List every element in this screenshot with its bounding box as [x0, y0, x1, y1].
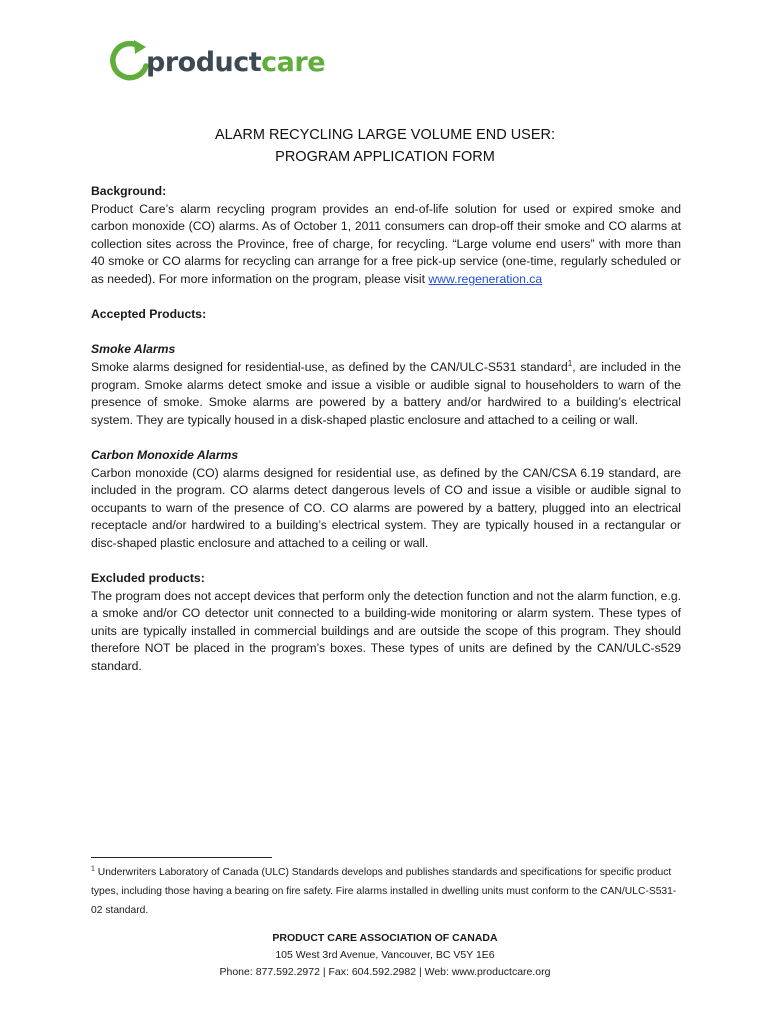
- accepted-products-heading: Accepted Products:: [91, 307, 207, 322]
- co-alarms-subheading: Carbon Monoxide Alarms: [91, 447, 239, 462]
- excluded-products-paragraph: The program does not accept devices that perform only the detection function and not the alarm function, e.g. a smoke and/or CO detector unit connected to a building-wide monitoring or alarm system. These types of units are typically installed in commercial buildings and are outside the scope of this program. They should therefore NOT be placed in the program’s boxes. These types of units are defined by the CAN/ULC-s529 standard.: [91, 588, 681, 674]
- document-body: [91, 183, 681, 676]
- smoke-alarms-subheading: Smoke Alarms: [91, 342, 176, 357]
- excluded-products-heading: Excluded products:: [91, 571, 205, 586]
- footnote: [91, 863, 681, 920]
- footer-contact: Phone: 877.592.2972 | Fax: 604.592.2982 | Web: www.productcare.org: [219, 966, 551, 978]
- smoke-text-after: , are included in the program. Smoke alarms detect smoke and issue a visible or audible signal to householders to warn of the presence of smoke. Smoke alarms are powered by a battery and/or hardwired to a building’s electrical system. They are typically housed in a disk-shaped plastic enclosure and attached to a ceiling or wall.: [91, 359, 681, 427]
- smoke-alarms-paragraph: [91, 359, 681, 429]
- footer-address: 105 West 3rd Avenue, Vancouver, BC V5Y 1E6: [275, 949, 495, 961]
- footnote-ref: 1: [567, 358, 573, 368]
- co-alarms-paragraph: Carbon monoxide (CO) alarms designed for residential use, as defined by the CAN/CSA 6.19 standard, are included in the program. CO alarms detect dangerous levels of CO and issue a visible or audible signal to occupants to warn of the presence of CO. CO alarms are powered by a battery, plugged into an electrical receptacle and/or hardwired to a building’s electrical system. They are typically housed in a rectangular or disc-shaped plastic enclosure and attached to a ceiling or wall.: [91, 465, 681, 550]
- smoke-text-before: Smoke alarms designed for residential-use, as defined by the CAN/ULC-S531 standard: [91, 359, 568, 374]
- background-paragraph: [91, 201, 681, 289]
- footnote-number: 1: [91, 865, 95, 873]
- productcare-logo: [110, 36, 325, 86]
- footer-org-name: PRODUCT CARE ASSOCIATION OF CANADA: [272, 932, 498, 944]
- regeneration-link[interactable]: www.regeneration.ca: [428, 271, 543, 286]
- title-line-1: ALARM RECYCLING LARGE VOLUME END USER:: [214, 127, 556, 143]
- page-footer: [0, 930, 770, 981]
- footnote-divider: [91, 857, 272, 858]
- logo-wordmark: productcare: [146, 46, 326, 78]
- document-title: [0, 124, 770, 168]
- background-text: Product Care’s alarm recycling program provides an end-of-life solution for used or expired smoke and carbon monoxide (CO) alarms. As of October 1, 2011 consumers can drop-off their smoke and CO alarms at collection sites across the Province, free of charge, for recycling. “Large volume end users” with more than 40 smoke or CO alarms for recycling can arrange for a free pick-up service (one-time, regularly scheduled or as needed). For more information on the program, please visit: [91, 201, 681, 286]
- title-line-2: PROGRAM APPLICATION FORM: [275, 149, 495, 165]
- footnote-text: Underwriters Laboratory of Canada (ULC) Standards develops and publishes standards and specifications for specific product types, including those having a bearing on fire safety. Fire alarms installed in dwelling units must conform to the CAN/ULC-S531-02 standard.: [91, 867, 677, 916]
- background-heading: Background:: [91, 184, 167, 198]
